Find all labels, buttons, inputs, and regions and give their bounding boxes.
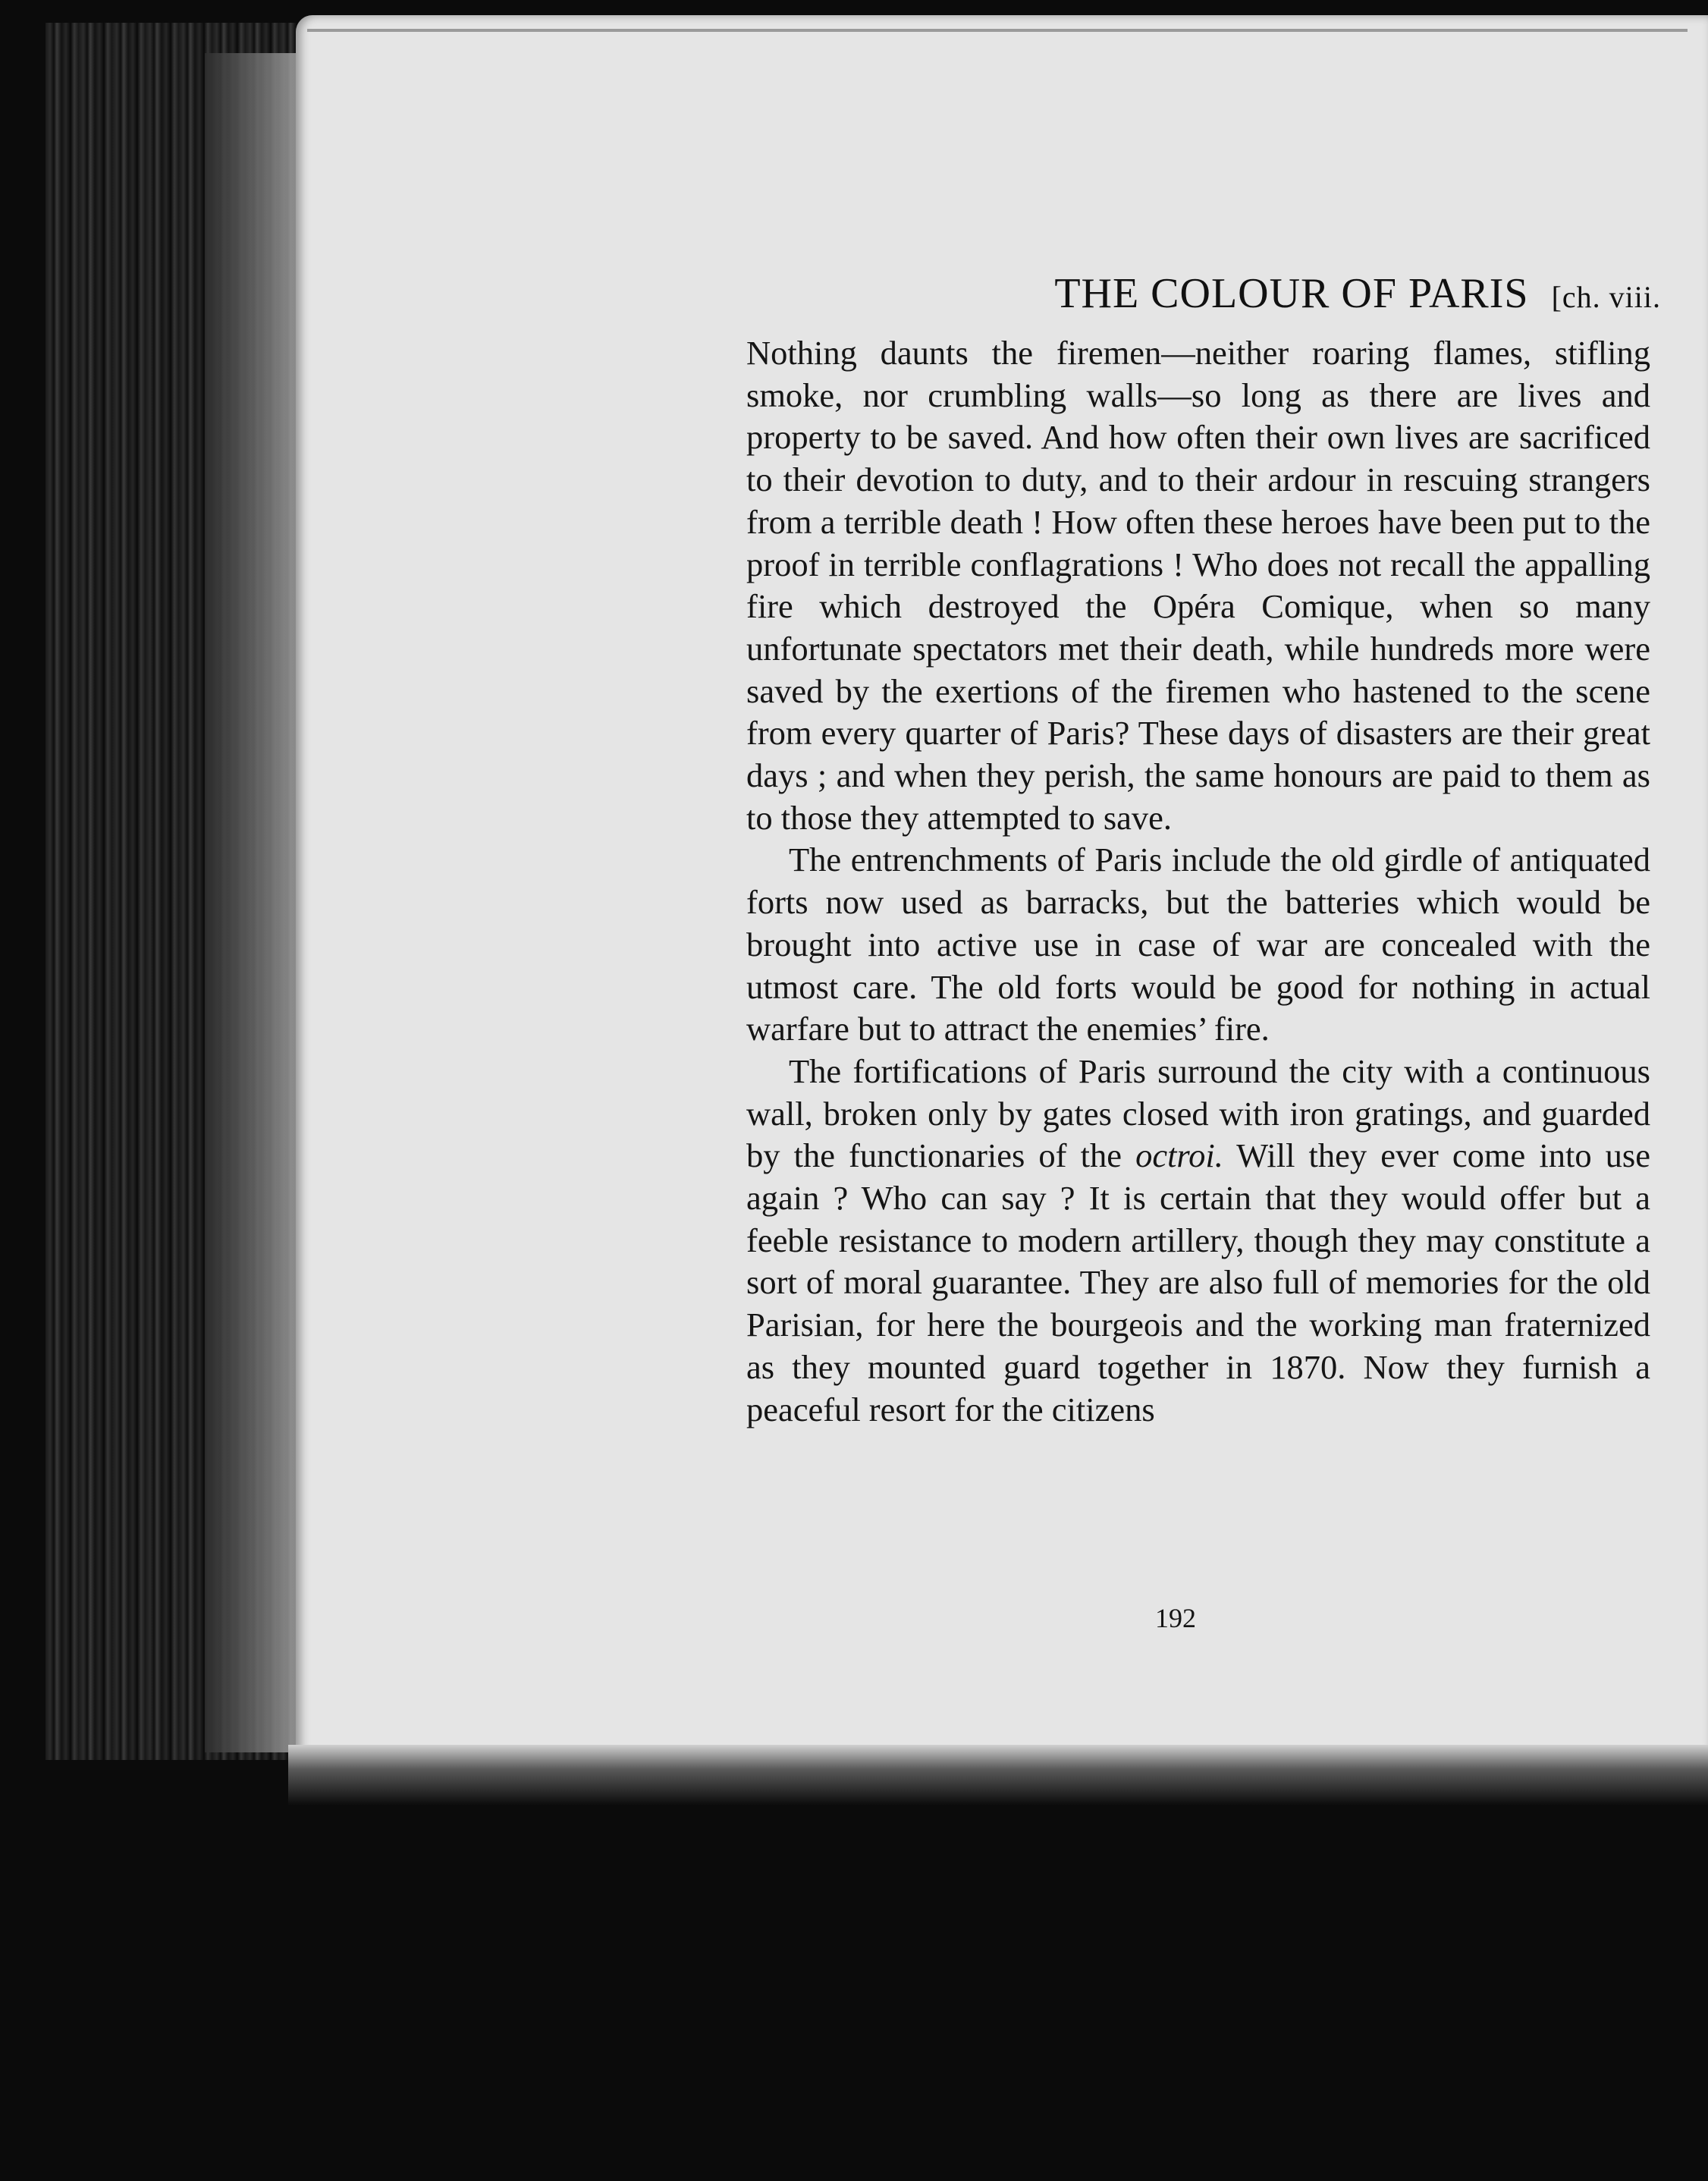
italic-octroi: octroi. [1135, 1136, 1223, 1175]
page-body [746, 332, 1650, 1431]
book-page-edges [46, 23, 296, 1760]
paragraph-firemen: Nothing daunts the firemen—neither roaring flames, stifling smoke, nor crumbling walls—so long as there are lives and property to be saved. And how often their own lives are sacrificed to their devotion to duty, and to their ardour in rescuing strangers from a terrible death ! How often these heroes have been put to the proof in terrible conflagrations ! Who does not recall the appalling fire which destroyed the Opéra Comique, when so many unfortunate spectators met their death, while hundreds more were saved by the exertions of the firemen who hastened to the scene from every quarter of Paris? These days of disasters are their great days ; and when they perish, the same honours are paid to them as to those they attempted to save. [746, 334, 1650, 837]
page-number: 192 [1155, 1603, 1196, 1633]
paragraph-fortifications-part2: Will they ever come into use again ? Who can say ? It is certain that they would offer but a feeble resistance to modern artillery, though they may constitute a sort of moral guarantee. They are also full of memories for the old Parisian, for here the bourgeois and the working man fraternized as they mounted guard together in 1870. Now they furnish a peaceful resort for the citizens [746, 1136, 1650, 1428]
paragraph-fortifications-part1: The fortifications of Paris surround the city with a continuous wall, broken only by gates closed with iron gratings, and guarded by the functionaries of the [746, 1051, 1650, 1175]
paragraph-entrenchments: The entrenchments of Paris include the old girdle of antiquated forts now used as barracks, but the batteries which would be brought into active use in case of war are concealed with the utmost care. The old forts would be good for nothing in actual warfare but to attract the enemies’ fire. [746, 841, 1650, 1048]
running-title: THE COLOUR OF PARIS [1054, 270, 1529, 317]
page-bottom-edge [288, 1745, 1708, 1805]
paragraph-fortifications [746, 1051, 1650, 1431]
running-header [743, 269, 1661, 330]
chapter-reference: [ch. viii. [1551, 280, 1661, 314]
page-top-edge [307, 29, 1688, 32]
